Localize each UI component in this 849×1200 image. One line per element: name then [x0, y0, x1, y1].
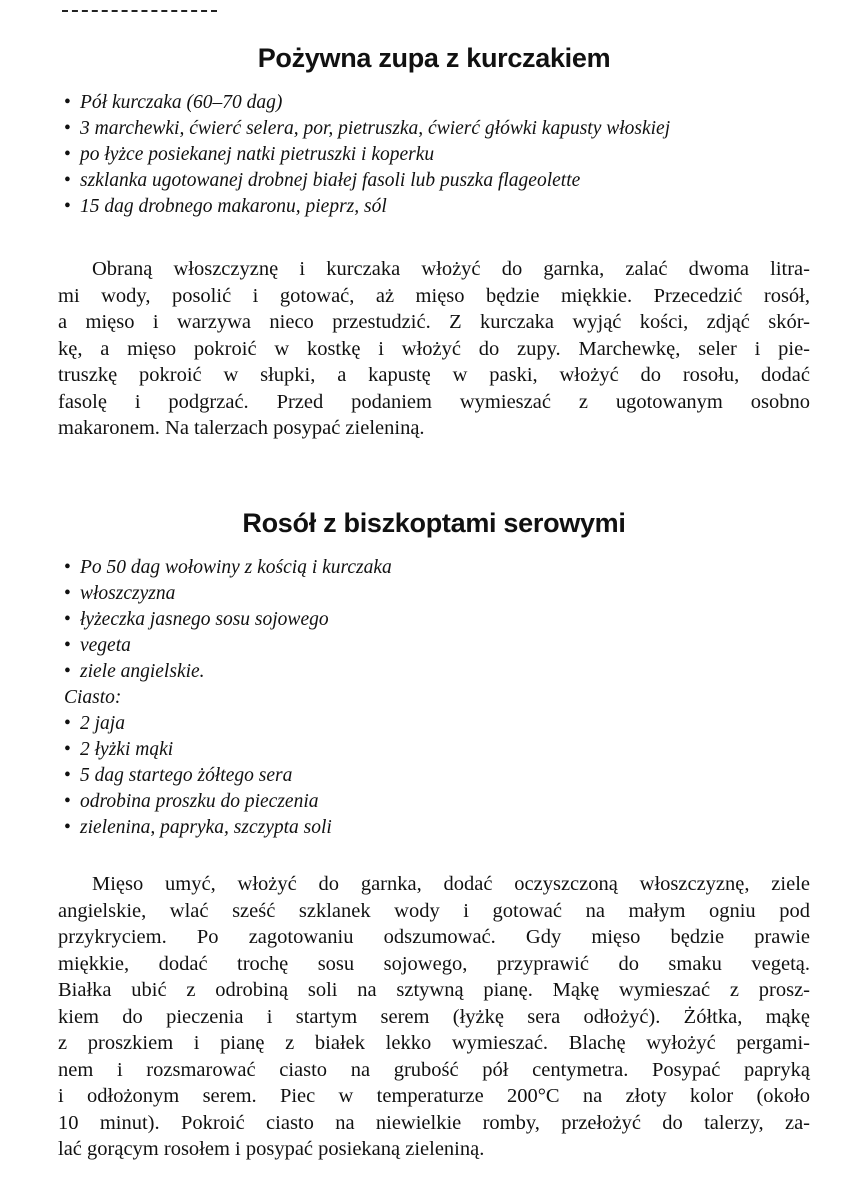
ingredient-item: • Pół kurczaka (60–70 dag)	[64, 90, 810, 116]
instruction-line: kiem do pieczenia i startym serem (łyżkę sera odłożyć). Żółtka, mąkę	[58, 1005, 810, 1028]
bullet-icon: •	[64, 118, 71, 139]
bullet-icon: •	[64, 144, 71, 165]
instruction-line: Obraną włoszczyznę i kurczaka włożyć do garnka, zalać dwoma litra-	[92, 258, 810, 280]
instruction-line: makaronem. Na talerzach posypać zieleniną.	[58, 417, 425, 439]
bullet-icon: •	[64, 791, 71, 812]
instruction-line: Białka ubić z odrobiną soli na sztywną pianę. Mąkę wymieszać z prosz-	[58, 979, 810, 1001]
recipe-title: Rosół z biszkoptami serowymi	[242, 508, 626, 538]
bullet-icon: •	[64, 739, 71, 760]
bullet-icon: •	[64, 170, 71, 191]
instruction-line: przykryciem. Po zagotowaniu odszumować. Gdy mięso będzie prawie	[58, 926, 810, 948]
ingredient-list	[58, 90, 810, 220]
bullet-icon: •	[64, 557, 71, 578]
ingredient-item: • 3 marchewki, ćwierć selera, por, pietruszka, ćwierć główki kapusty włoskiej	[64, 116, 810, 142]
ingredient-item: • odrobina proszku do pieczenia	[64, 789, 810, 815]
ingredient-item: • łyżeczka jasnego sosu sojowego	[64, 607, 810, 633]
ingredient-item: • szklanka ugotowanej drobnej białej fasoli lub puszka flageolette	[64, 168, 810, 194]
instruction-line: kę, a mięso pokroić w kostkę i włożyć do zupy. Marchewkę, seler i pie-	[58, 337, 810, 360]
dough-label: Ciasto:	[64, 687, 122, 708]
bullet-icon: •	[64, 765, 71, 786]
dough-ingredient-list	[58, 711, 810, 841]
ingredient-item: • 2 łyżki mąki	[64, 737, 810, 763]
instruction-line: 10 minut). Pokroić ciasto na niewielkie romby, przełożyć do talerzy, za-	[58, 1111, 810, 1134]
bullet-icon: •	[64, 635, 71, 656]
bullet-icon: •	[64, 609, 71, 630]
instruction-line: Mięso umyć, włożyć do garnka, dodać oczyszczoną włoszczyznę, ziele	[92, 873, 810, 895]
ingredient-item: • ziele angielskie.	[64, 659, 810, 685]
bullet-icon: •	[64, 196, 71, 217]
recipe-chicken-soup	[58, 40, 810, 442]
recipe-title: Pożywna zupa z kurczakiem	[257, 43, 611, 73]
top-dashed-rule	[62, 10, 217, 12]
instruction-line: lać gorącym rosołem i posypać posiekaną zieleniną.	[58, 1138, 485, 1160]
bullet-icon: •	[64, 583, 71, 604]
ingredient-list	[58, 555, 810, 685]
instructions-paragraph	[58, 871, 810, 1163]
bullet-icon: •	[64, 817, 71, 838]
ingredient-item: • vegeta	[64, 633, 810, 659]
ingredient-item: • po łyżce posiekanej natki pietruszki i koperku	[64, 142, 810, 168]
instruction-line: a mięso i warzywa nieco przestudzić. Z kurczaka wyjąć kości, zdjąć skór-	[58, 311, 810, 333]
bullet-icon: •	[64, 92, 71, 113]
ingredient-item: • Po 50 dag wołowiny z kością i kurczaka	[64, 555, 810, 581]
ingredient-item: • 5 dag startego żółtego sera	[64, 763, 810, 789]
bullet-icon: •	[64, 713, 71, 734]
ingredient-item: • 2 jaja	[64, 711, 810, 737]
ingredient-item: • 15 dag drobnego makaronu, pieprz, sól	[64, 194, 810, 220]
instruction-line: i odłożonym serem. Piec w temperaturze 200°C na złoty kolor (około	[58, 1085, 810, 1107]
ingredient-item: • zielenina, papryka, szczypta soli	[64, 815, 810, 841]
instruction-line: miękkie, dodać trochę sosu sojowego, przyprawić do smaku vegetą.	[58, 952, 810, 975]
ingredient-item: • włoszczyzna	[64, 581, 810, 607]
instruction-line: fasolę i podgrzać. Przed podaniem wymieszać z ugotowanym osobno	[58, 390, 810, 413]
recipe-broth-cheese-biscuits	[58, 505, 810, 1163]
instruction-line: mi wody, posolić i gotować, aż mięso będzie miękkie. Przecedzić rosół,	[58, 284, 810, 307]
instructions-paragraph	[58, 256, 810, 442]
instruction-line: angielskie, wlać sześć szklanek wody i gotować na małym ogniu pod	[58, 899, 810, 922]
instruction-line: nem i rozsmarować ciasto na grubość pół centymetra. Posypać papryką	[58, 1058, 810, 1081]
bullet-icon: •	[64, 661, 71, 682]
instruction-line: z proszkiem i pianę z białek lekko wymieszać. Blachę wyłożyć pergami-	[58, 1032, 810, 1054]
instruction-line: truszkę pokroić w słupki, a kapustę w paski, włożyć do rosołu, dodać	[58, 364, 810, 386]
